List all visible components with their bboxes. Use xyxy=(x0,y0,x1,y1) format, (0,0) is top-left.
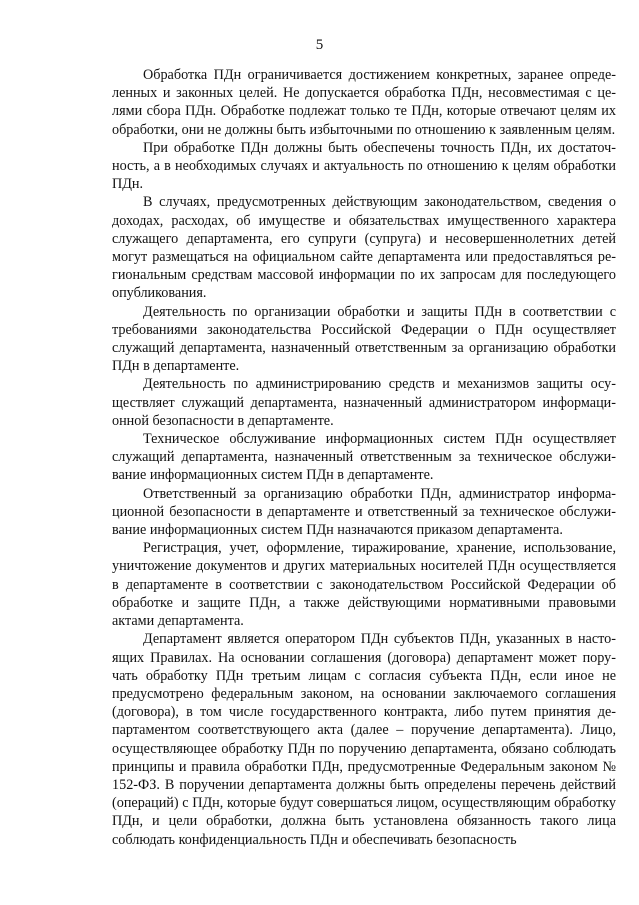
paragraph-document-handling: Регистрация, учет, оформление, тиражирование, хранение, использование, уничтожение документов и других материальных носителей ПДн осуществляется в департаменте в соответствии с законодательством Российской Федерации об обработке и защите ПДн, а также действующими нормативными правовыми актами департамента. xyxy=(112,540,616,630)
document-body xyxy=(112,66,616,849)
page-number: 5 xyxy=(315,37,324,53)
paragraph-appointment-order: Ответственный за организацию обработки ПДн, администратор информационной безопасности в департаменте и ответственный за техническое обслуживание информационных систем ПДн назначаются приказом департамента. xyxy=(112,485,616,539)
paragraph-income-disclosure: В случаях, предусмотренных действующим законодательством, сведения о доходах, расходах, об имуществе и обязательствах имущественного характера служащего департамента, его супруги (супруга) и несовершеннолетних детей могут размещаться на официальном сайте департамента или предоставляться региональным средствам массовой информации по их запросам для последующего опубликования. xyxy=(112,194,616,302)
paragraph-purpose-limitation: Обработка ПДн ограничивается достижением конкретных, заранее определенных и законных целей. Не допускается обработка ПДн, несовместимая с целями сбора ПДн. Обработке подлежат только те ПДн, которые отвечают целям их обработки, они не должны быть избыточными по отношению к заявленным целям. xyxy=(112,67,616,138)
paragraph-accuracy: При обработке ПДн должны быть обеспечены точность ПДн, их достаточность, а в необходимых случаях и актуальность по отношению к целям обработки ПДн. xyxy=(112,139,616,193)
paragraph-technical-maintenance: Техническое обслуживание информационных систем ПДн осуществляет служащий департамента, назначенный ответственным за техническое обслуживание информационных систем ПДн в департаменте. xyxy=(112,431,616,484)
paragraph-operator-delegation: Департамент является оператором ПДн субъектов ПДн, указанных в настоящих Правилах. На основании соглашения (договора) департамент может поручать обработку ПДн третьим лицам с согласия субъекта ПДн, если иное не предусмотрено федеральным законом, на основании заключаемого соглашения (договора), в том числе государственного контракта, либо путем принятия департаментом соответствующего акта (далее – поручение департамента). Лицо, осуществляющее обработку ПДн по поручению департамента, обязано соблюдать принципы и правила обработки ПДн, предусмотренные Федеральным законом № 152-ФЗ. В поручении департамента должны быть определены перечень действий (операций) с ПДн, которые будут совершаться лицом, осуществляющим обработку ПДн, и цели обработки, должна быть установлена обязанность такого лица соблюдать конфиденциальность ПДн и обеспечивать безопасность xyxy=(112,631,616,848)
paragraph-security-administration: Деятельность по администрированию средств и механизмов защиты осуществляет служащий департамента, назначенный администратором информационной безопасности в департаменте. xyxy=(112,376,616,429)
paragraph-processing-organization: Деятельность по организации обработки и защиты ПДн в соответствии с требованиями законодательства Российской Федерации о ПДн осуществляет служащий департамента, назначенный ответственным за организацию обработки ПДн в департаменте. xyxy=(112,303,616,375)
